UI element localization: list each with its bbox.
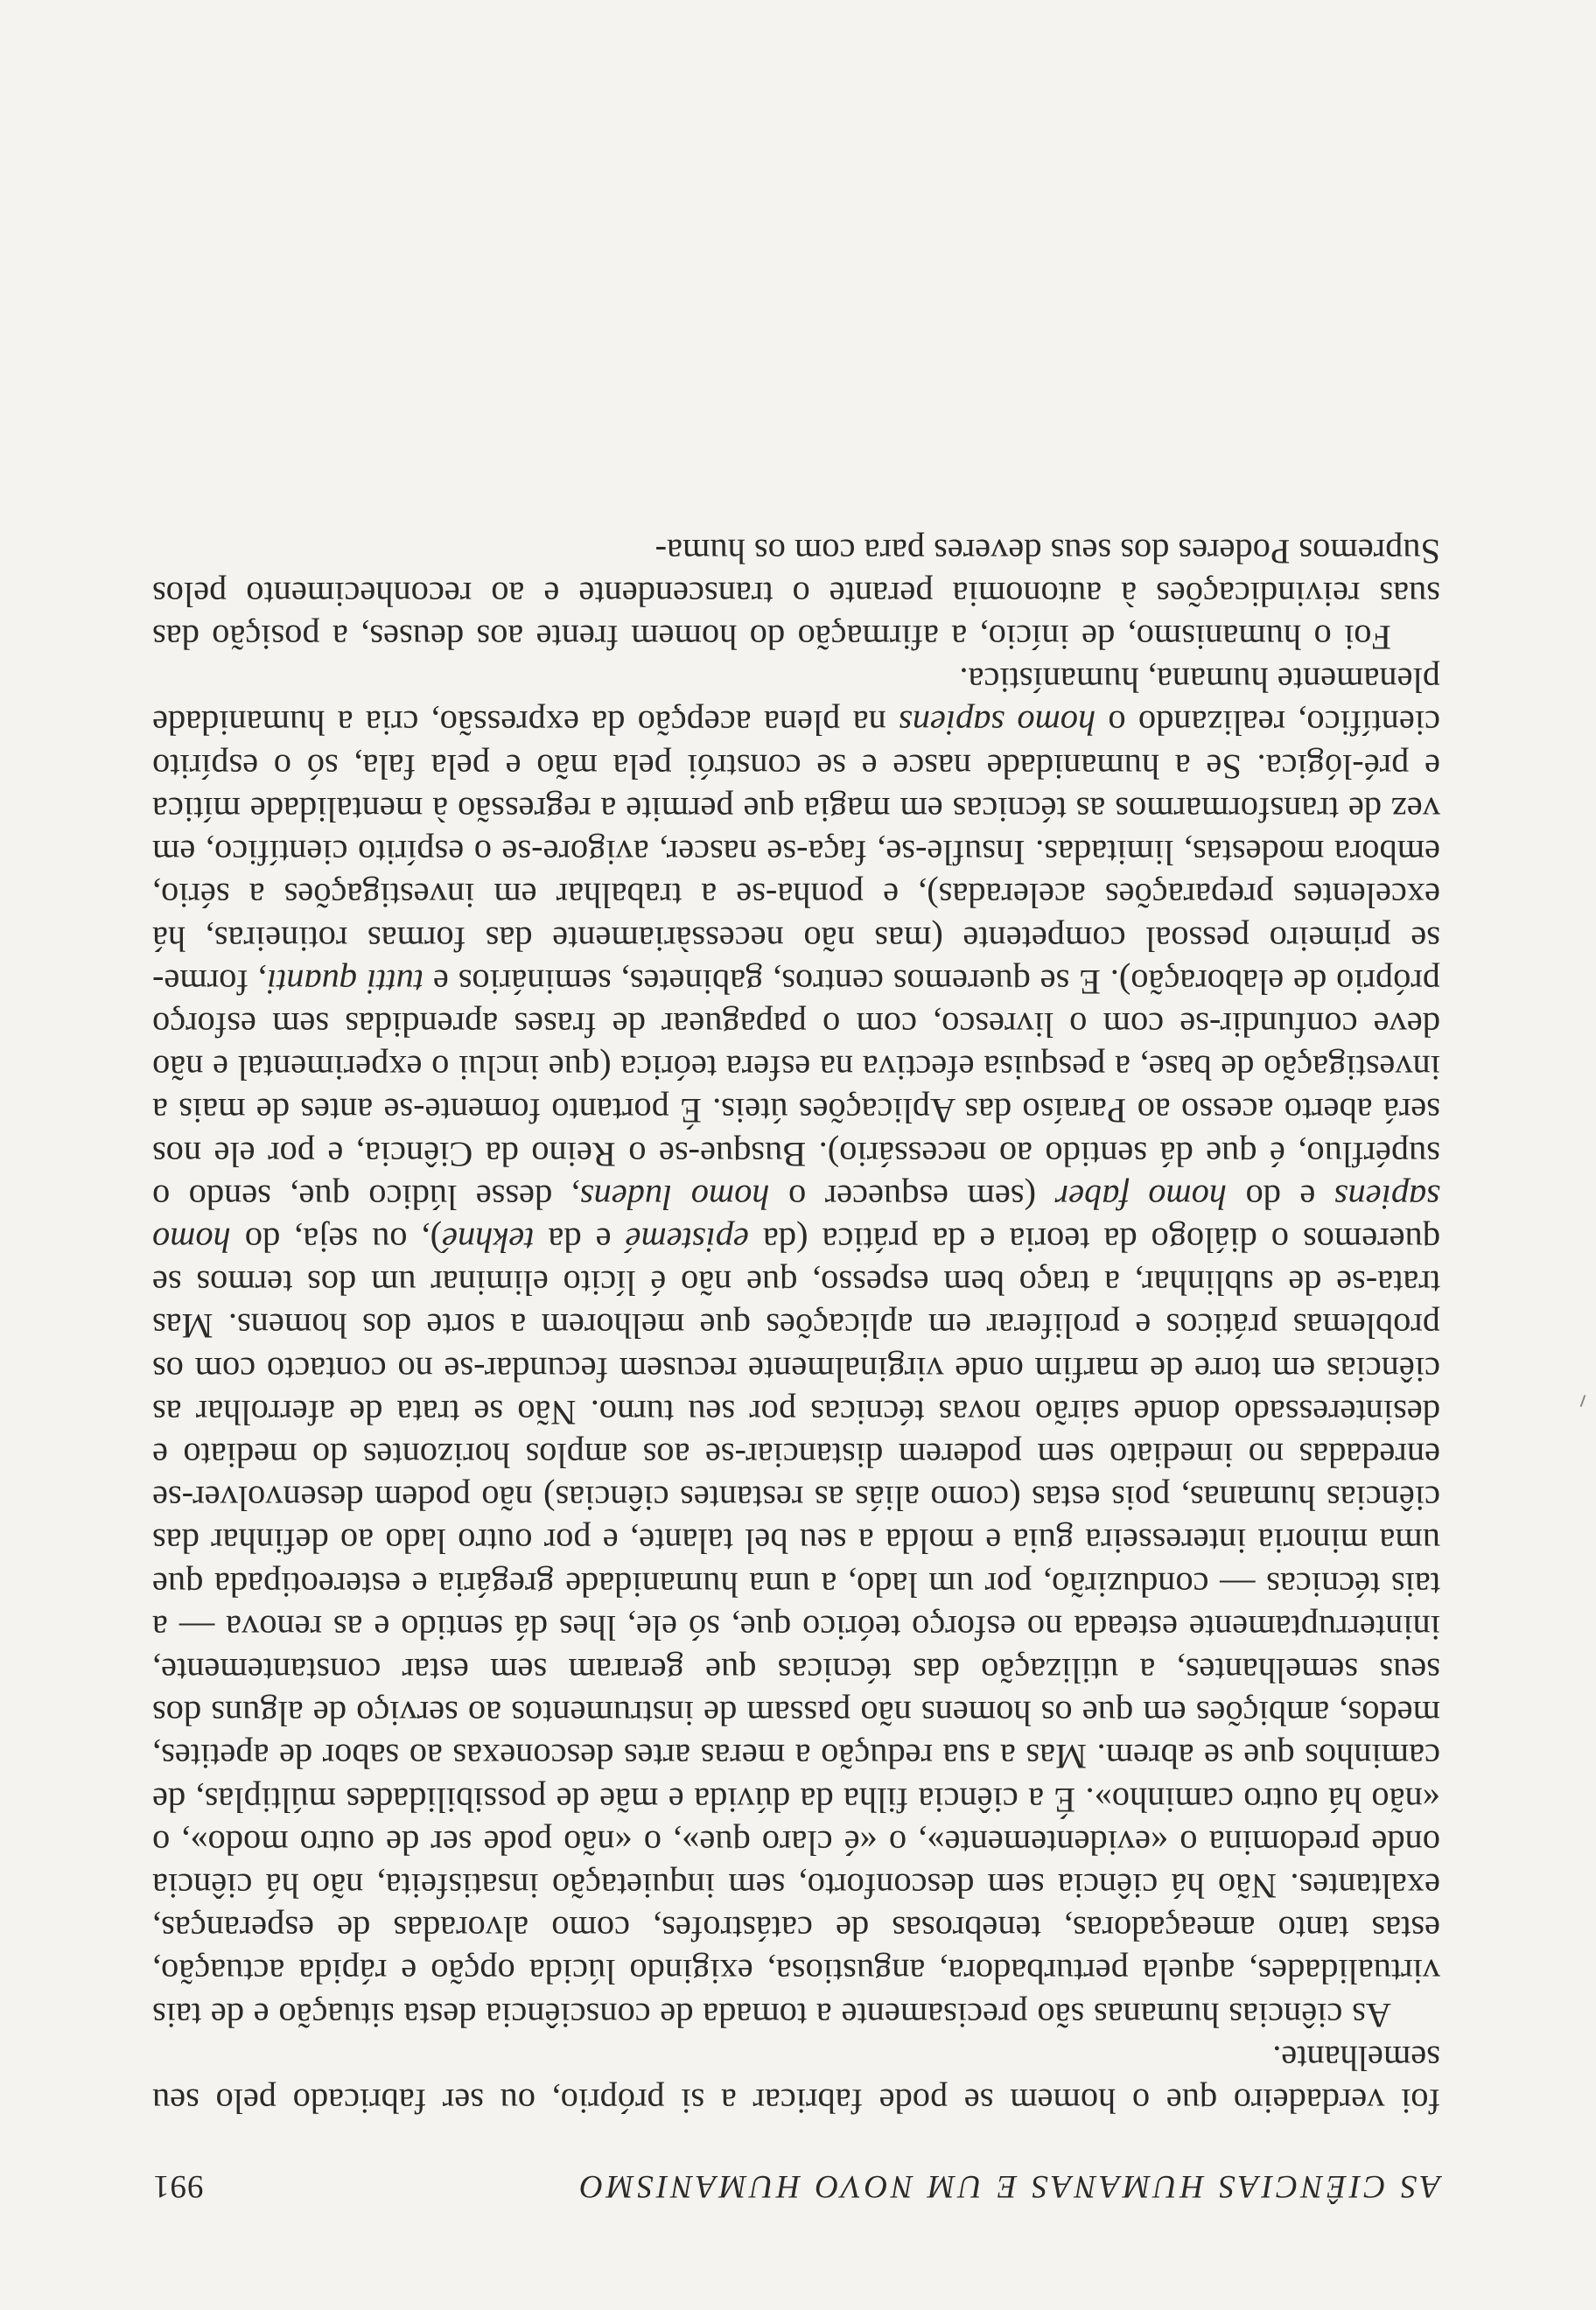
paragraph-body: As ciências humanas são precisamente a tomada de consciência desta situação e de tais virtualidades, aquela perturbadora, angustiosa, exigindo lúcida opção e rápida actuação, estas tanto ameaçadoras, tenebrosas de catástrofes, como alvoradas de esperanças, exaltantes. Não há ciência sem desconforto, sem inquietação insatisfeita, não há ciência onde predomina o «evidentemente», o «é claro que», o «não pode ser de outro modo», o «não há outro caminho». É a ciência filha da dúvida e mãe de possibilidades múltiplas, de caminhos que se abrem. Mas a sua redução a meras artes desconexas ao sabor de apetites, medos, ambições em que os homens não passam de instrumentos ao serviço de alguns dos seus semelhantes, a utilização das técnicas que geraram sem estar constantemente, ininterruptamente esteada no esforço teórico que, só ele, lhes dá sentido e as renova — a tais técnicas — conduzirão, por um lado, a uma humanidade gregária e estereotipada que uma minoria interesseira guia e molda a seu bel talante, e por outro lado ao definhar das ciências humanas, pois estas (como aliás as restantes ciências) não podem desenvolver-se enredadas no imediato sem poderem distanciar-se aos amplos horizontes do mediato e desinteressado donde sairão novas técnicas por seu turno. Não se trata de aferrolhar as ciências em torre de marfim onde virginalmente recusem fecundar-se no contacto com os problemas práticos e proliferar em aplicações que melhorem a sorte dos homens. Mas trata-se de sublinhar, a traço bem espesso, que não é lícito eliminar um dos termos se queremos o diálogo da teoria e da prática (da epistemé e da tekhné), ou seja, do homo sapiens e do homo faber (sem esquecer o homo ludens, desse lúdico que, sendo o supérfluo, é que dá sentido ao necessário). Busque-se o Reino da Ciência, e por ele nos será aberto acesso ao Paraíso das Aplicações úteis. É portanto fomente-se antes de mais a investigação de base, a pesquisa efectiva na esfera teórica (que inclui o experimental e não deve confundir-se com o livresco, com o papaguear de frases aprendidas sem esforço próprio de elaboração). E se queremos centros, gabinetes, seminários e tutti quanti, forme-se primeiro pessoal competente (mas não necessàriamente das formas rotineiras, há excelentes preparações aceleradas), e ponha-se a trabalhar em investigações a sério, embora modestas, limitadas. Insufle-se, faça-se nascer, avigore-se o espírito científico, em vez de transformarmos as técnicas em magia que permite a regressão à mentalidade mítica e pré-lógica. Se a humanidade nasce e se constrói pela mão e pela fala, só o espírito científico, realizando o homo sapiens na plena acepção da expressão, cria a humanidade plenamente humana, humanística. (151, 661, 1440, 2035)
paragraph-continuation: foi verdadeiro que o homem se pode fabricar a si próprio, ou ser fabricado pelo seu semelhante. (152, 2038, 1440, 2121)
running-header (152, 2156, 1440, 2205)
page-content (152, 529, 1440, 2205)
page-number: 991 (152, 2168, 204, 2204)
running-title: AS CIÊNCIAS HUMANAS E UM NOVO HUMANISMO (576, 2168, 1440, 2204)
paragraph-humanism: Foi o humanismo, de início, a afirmação do homem frente aos deuses, a posição das suas reivindicações à autonomia perante o transcendente e ao reconhecimento pelos Supremos Poderes dos seus deveres para com os huma- (152, 531, 1440, 658)
